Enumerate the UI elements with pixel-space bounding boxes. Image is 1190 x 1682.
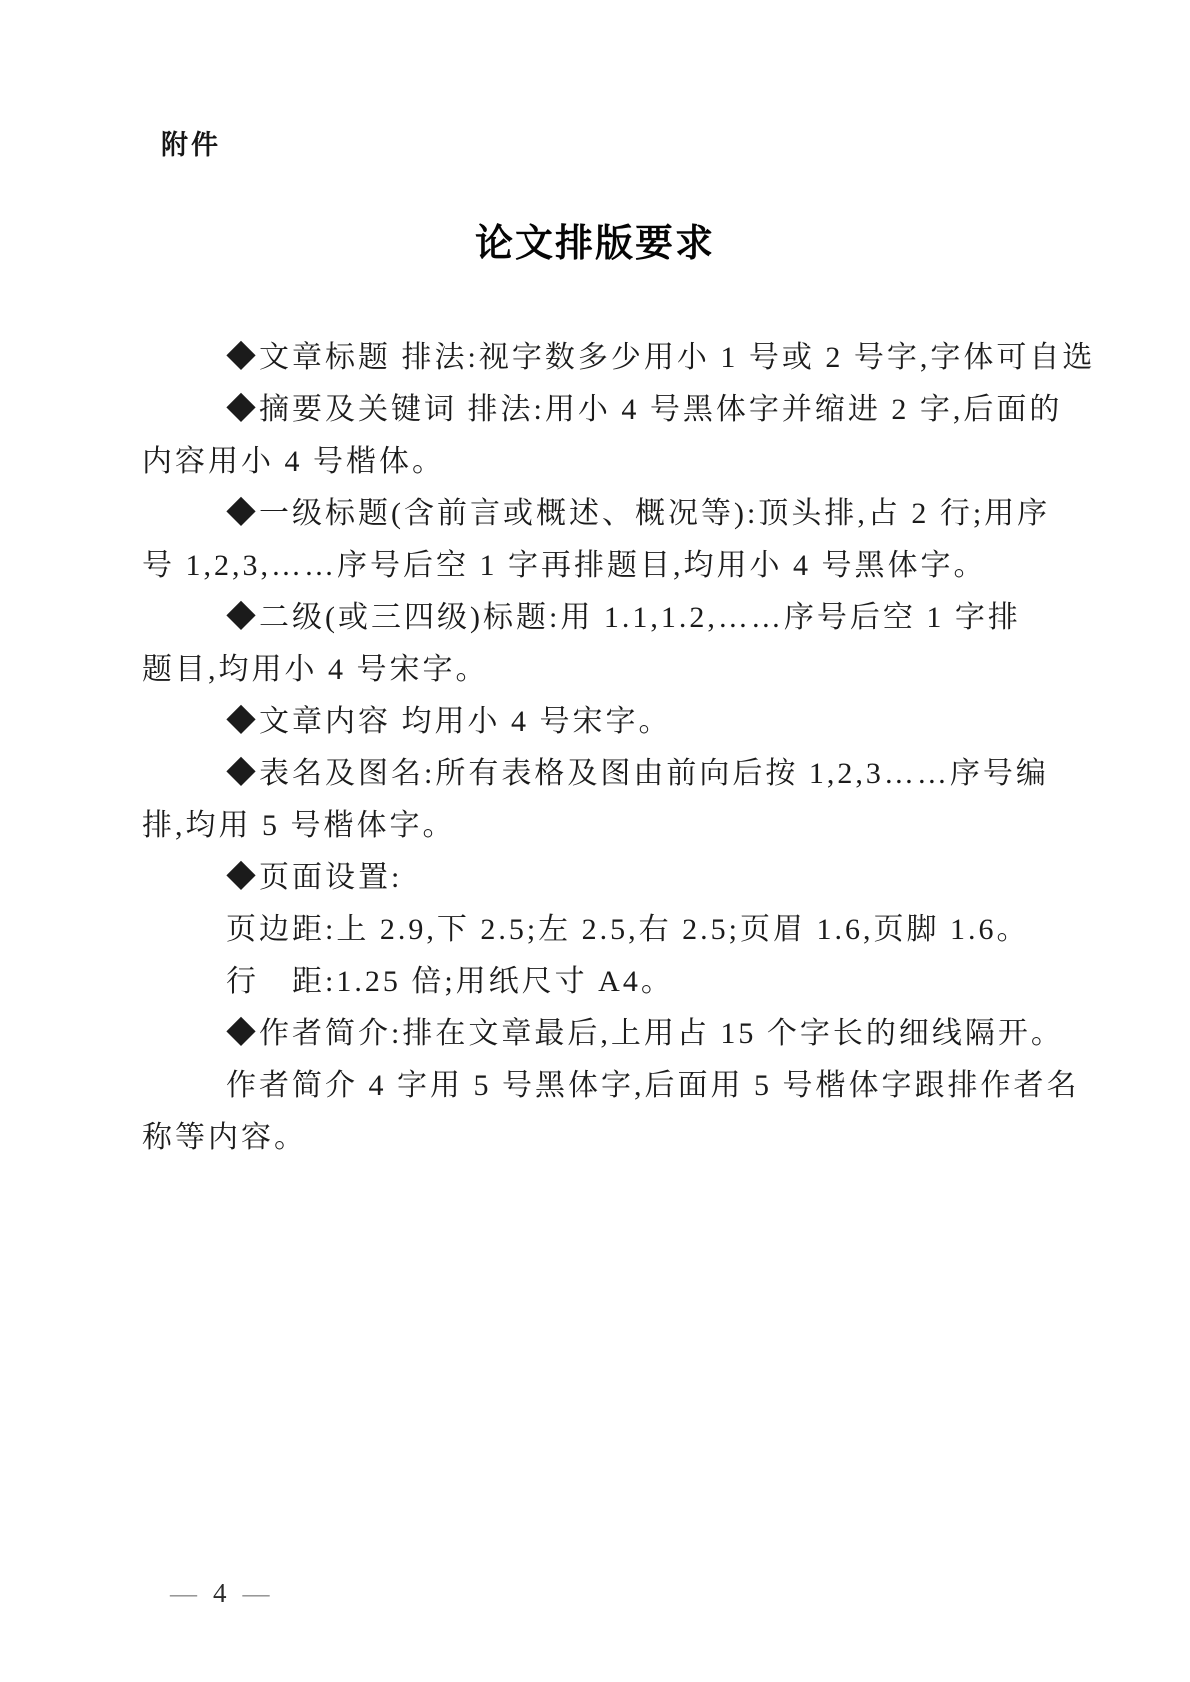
body-line: ◆表名及图名:所有表格及图由前向后按 1,2,3……序号编 [226, 757, 1049, 790]
body-line: 称等内容。 [142, 1121, 307, 1154]
body-line: ◆文章内容 均用小 4 号宋字。 [226, 705, 672, 738]
body-line: ◆文章标题 排法:视字数多少用小 1 号或 2 号字,字体可自选 [226, 341, 1096, 374]
page-footer [170, 1577, 270, 1609]
body-line: ◆页面设置: [226, 861, 403, 894]
body-line: 号 1,2,3,……序号后空 1 字再排题目,均用小 4 号黑体字。 [142, 549, 987, 582]
body-line: 内容用小 4 号楷体。 [142, 445, 445, 478]
body-line: ◆摘要及关键词 排法:用小 4 号黑体字并缩进 2 字,后面的 [226, 393, 1063, 426]
page-number: 4 [213, 1578, 227, 1608]
document-body [142, 332, 1096, 1164]
footer-dash-right: — [242, 1578, 270, 1608]
body-line: ◆一级标题(含前言或概述、概况等):顶头排,占 2 行;用序 [226, 497, 1051, 530]
body-line: 页边距:上 2.9,下 2.5;左 2.5,右 2.5;页眉 1.6,页脚 1.6。 [226, 913, 1030, 946]
attachment-label: 附件 [161, 130, 221, 160]
footer-dash-left: — [170, 1578, 197, 1608]
body-line: ◆二级(或三四级)标题:用 1.1,1.2,……序号后空 1 字排 [226, 601, 1021, 634]
body-line: 排,均用 5 号楷体字。 [142, 809, 456, 842]
body-line: ◆作者简介:排在文章最后,上用占 15 个字长的细线隔开。 [226, 1017, 1064, 1050]
body-line: 题目,均用小 4 号宋字。 [142, 653, 489, 686]
body-line: 作者简介 4 字用 5 号黑体字,后面用 5 号楷体字跟排作者名 [226, 1069, 1080, 1102]
body-line: 行 距:1.25 倍;用纸尺寸 A4。 [226, 965, 674, 998]
page-title: 论文排版要求 [474, 223, 715, 265]
